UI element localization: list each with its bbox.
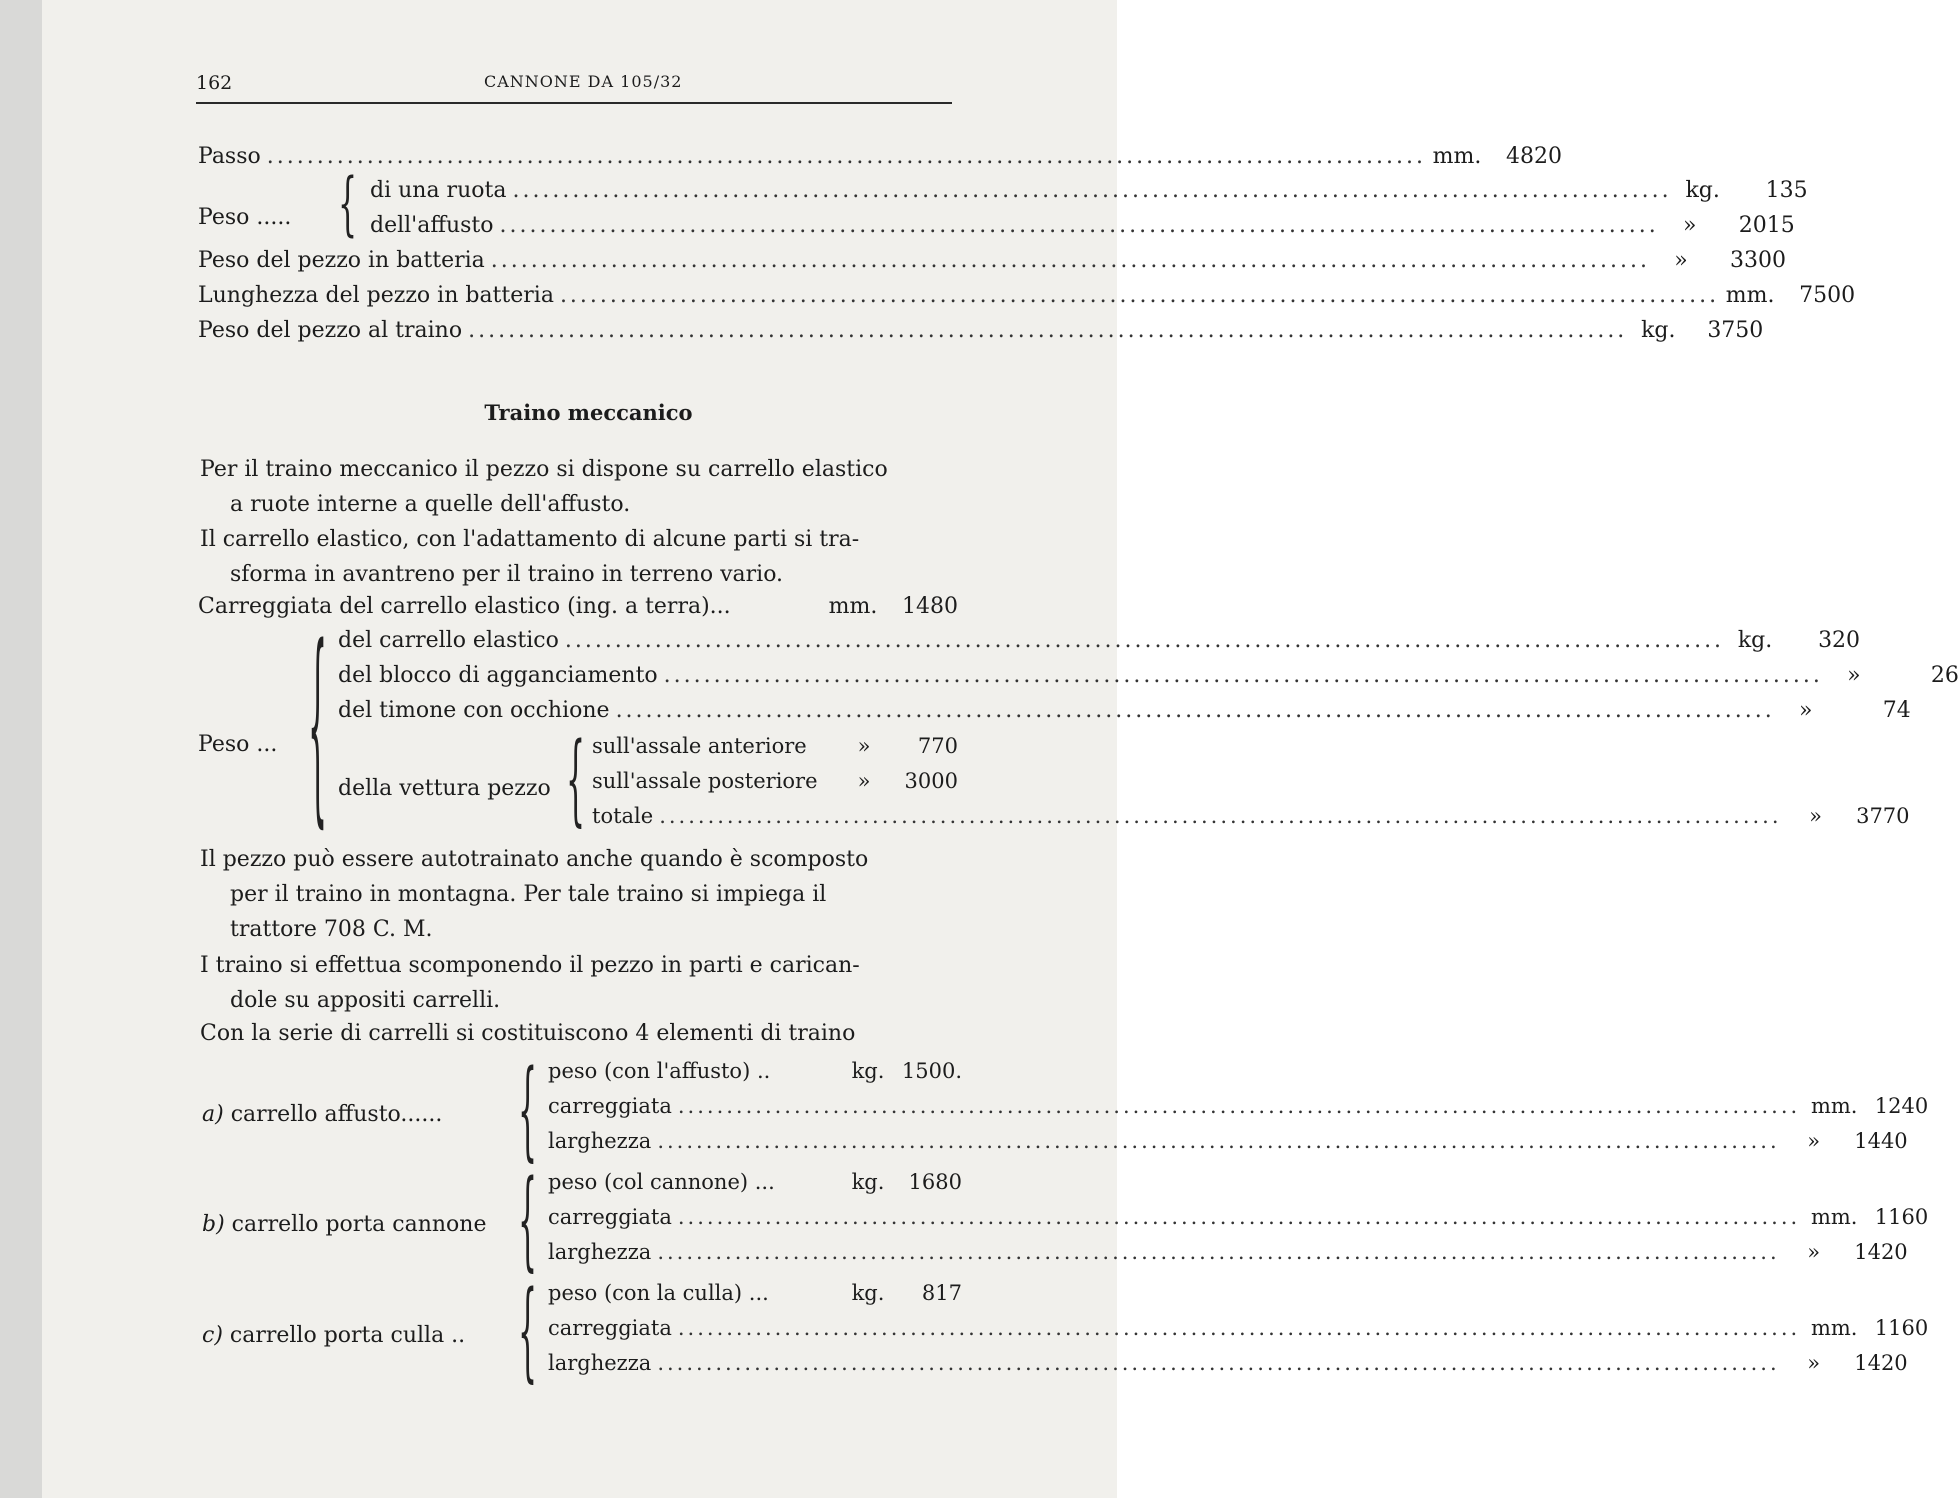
vettura-item	[592, 801, 1910, 831]
paragraph-line: per il traino in montagna. Per tale traino si impiega il	[230, 882, 827, 907]
spec-unit: kg.	[1641, 318, 1676, 343]
leader-dots: ....................................................................................................................	[468, 318, 1628, 343]
spec-value: 2015	[1738, 213, 1795, 238]
paragraph-line: a ruote interne a quelle dell'affusto.	[230, 492, 631, 517]
paragraph-line: dole su appositi carrelli.	[230, 988, 501, 1013]
paragraph	[200, 842, 962, 947]
cart-spec: carreggiata .................................................................................................................... mm. 1240	[548, 1094, 1929, 1118]
spec-unit: mm.	[828, 594, 878, 619]
spec-label: Peso del pezzo in batteria	[198, 248, 485, 273]
leader-dots: ....................................................................................................................	[266, 144, 1426, 169]
spec-label: totale	[592, 804, 654, 828]
leader-dots: ....................................................................................................................	[663, 663, 1823, 688]
leader-dots: ....................................................................................................................	[499, 213, 1659, 238]
vettura-label: della vettura pezzo	[338, 776, 551, 801]
spec-label: Passo	[198, 144, 261, 169]
cart-spec: carreggiata .................................................................................................................... mm. 1160	[548, 1316, 1929, 1340]
paragraph-line: Il carrello elastico, con l'adattamento di alcune parti si tra-	[200, 527, 860, 552]
spec-row-ruota	[370, 176, 1808, 206]
peso-group-label: Peso ...	[198, 732, 278, 757]
spec-unit: kg.	[1685, 178, 1720, 203]
cart-spec: larghezza .................................................................................................................... » 1440	[548, 1129, 1908, 1153]
cart-spec: peso (con l'affusto) .. kg. 1500.	[548, 1059, 962, 1083]
spec-row-affusto	[370, 211, 1795, 241]
spec-unit: »	[857, 734, 871, 758]
paragraph-line: I traino si effettua scomponendo il pezzo in parti e carican-	[200, 953, 860, 978]
paragraph	[200, 522, 962, 592]
peso-item	[338, 626, 1861, 656]
cart-spec: peso (col cannone) ... kg. 1680	[548, 1170, 962, 1194]
spec-label: Lunghezza del pezzo in batteria	[198, 283, 554, 308]
leader-dots: ....................................................................................................................	[559, 283, 1720, 308]
spec-value: 74	[1882, 698, 1911, 723]
paragraph	[200, 1016, 962, 1051]
brace: {	[338, 165, 358, 246]
paragraph-line: Il pezzo può essere autotrainato anche quando è scomposto	[200, 847, 869, 872]
paragraph-line: Per il traino meccanico il pezzo si dispone su carrello elastico	[200, 457, 888, 482]
spec-unit: »	[1847, 663, 1861, 688]
cart-name: b) carrello porta cannone	[202, 1212, 487, 1237]
cart-name: c) carrello porta culla ..	[202, 1323, 466, 1348]
header-rule	[196, 102, 952, 104]
spec-value: 3000	[904, 769, 958, 793]
brace: {	[518, 1159, 538, 1286]
page-number: 162	[196, 72, 233, 94]
spec-value: 4820	[1505, 144, 1562, 169]
spec-row-lunghezza	[198, 281, 1856, 311]
spec-value: 320	[1818, 628, 1861, 653]
spec-label: Carreggiata del carrello elastico (ing. a terra)...	[198, 594, 731, 619]
spec-value: 7500	[1799, 283, 1856, 308]
peso-item	[338, 696, 1911, 726]
spec-unit: kg.	[1737, 628, 1773, 653]
spec-label: del timone con occhione	[338, 698, 610, 723]
spec-unit: »	[1809, 804, 1822, 828]
cart-spec: larghezza .................................................................................................................... » 1420	[548, 1240, 1908, 1264]
spec-label: di una ruota	[370, 178, 507, 203]
spec-label: Peso del pezzo al traino	[198, 318, 463, 343]
spec-unit: »	[1683, 213, 1697, 238]
spec-label: dell'affusto	[370, 213, 494, 238]
spec-label: del blocco di agganciamento	[338, 663, 658, 688]
cart-spec: larghezza .................................................................................................................... » 1420	[548, 1351, 1908, 1375]
spec-value: 3770	[1856, 804, 1910, 828]
cart-spec: peso (con la culla) ... kg. 817	[548, 1281, 962, 1305]
spec-value: 770	[917, 734, 958, 758]
spec-value: 1480	[902, 594, 958, 619]
spec-unit: »	[1674, 248, 1688, 273]
spec-unit: mm.	[1432, 144, 1482, 169]
spec-label: del carrello elastico	[338, 628, 559, 653]
paragraph-line: Con la serie di carrelli si costituiscono 4 elementi di traino	[200, 1021, 856, 1046]
leader-dots: ....................................................................................................................	[564, 628, 1725, 653]
spec-unit: »	[1799, 698, 1813, 723]
brace: {	[518, 1270, 538, 1397]
brace: {	[518, 1049, 538, 1176]
spec-row-traino	[198, 316, 1764, 346]
leader-dots: ....................................................................................................................	[512, 178, 1672, 203]
vettura-item	[592, 766, 958, 796]
brace: {	[308, 607, 328, 852]
spec-row-passo	[198, 142, 1562, 172]
leader-dots: ....................................................................................................................	[659, 804, 1782, 828]
leader-dots: ....................................................................................................................	[490, 248, 1651, 273]
spec-value: 3300	[1730, 248, 1787, 273]
paragraph	[200, 452, 962, 522]
cart-spec: carreggiata .................................................................................................................... mm. 1160	[548, 1205, 1929, 1229]
paragraph-line: sforma in avantreno per il traino in terreno vario.	[230, 562, 784, 587]
spec-label: sull'assale posteriore	[592, 769, 818, 793]
spec-row-batteria	[198, 246, 1787, 276]
spec-unit: mm.	[1725, 283, 1775, 308]
vettura-item	[592, 731, 958, 761]
running-title: CANNONE DA 105/32	[484, 72, 683, 91]
paragraph	[200, 948, 962, 1018]
spec-value: 3750	[1707, 318, 1764, 343]
leader-dots: ....................................................................................................................	[615, 698, 1775, 723]
peso-item	[338, 661, 1959, 691]
scan-margin	[0, 0, 42, 1498]
peso-group-label: Peso .....	[198, 205, 292, 230]
spec-unit: »	[857, 769, 871, 793]
brace: {	[566, 724, 586, 840]
spec-value: 26	[1930, 663, 1959, 688]
cart-name: a) carrello affusto......	[202, 1102, 443, 1127]
spec-value: 135	[1765, 178, 1808, 203]
section-heading: Traino meccanico	[484, 400, 693, 425]
spec-label: sull'assale anteriore	[592, 734, 807, 758]
paragraph-line: trattore 708 C. M.	[230, 917, 433, 942]
